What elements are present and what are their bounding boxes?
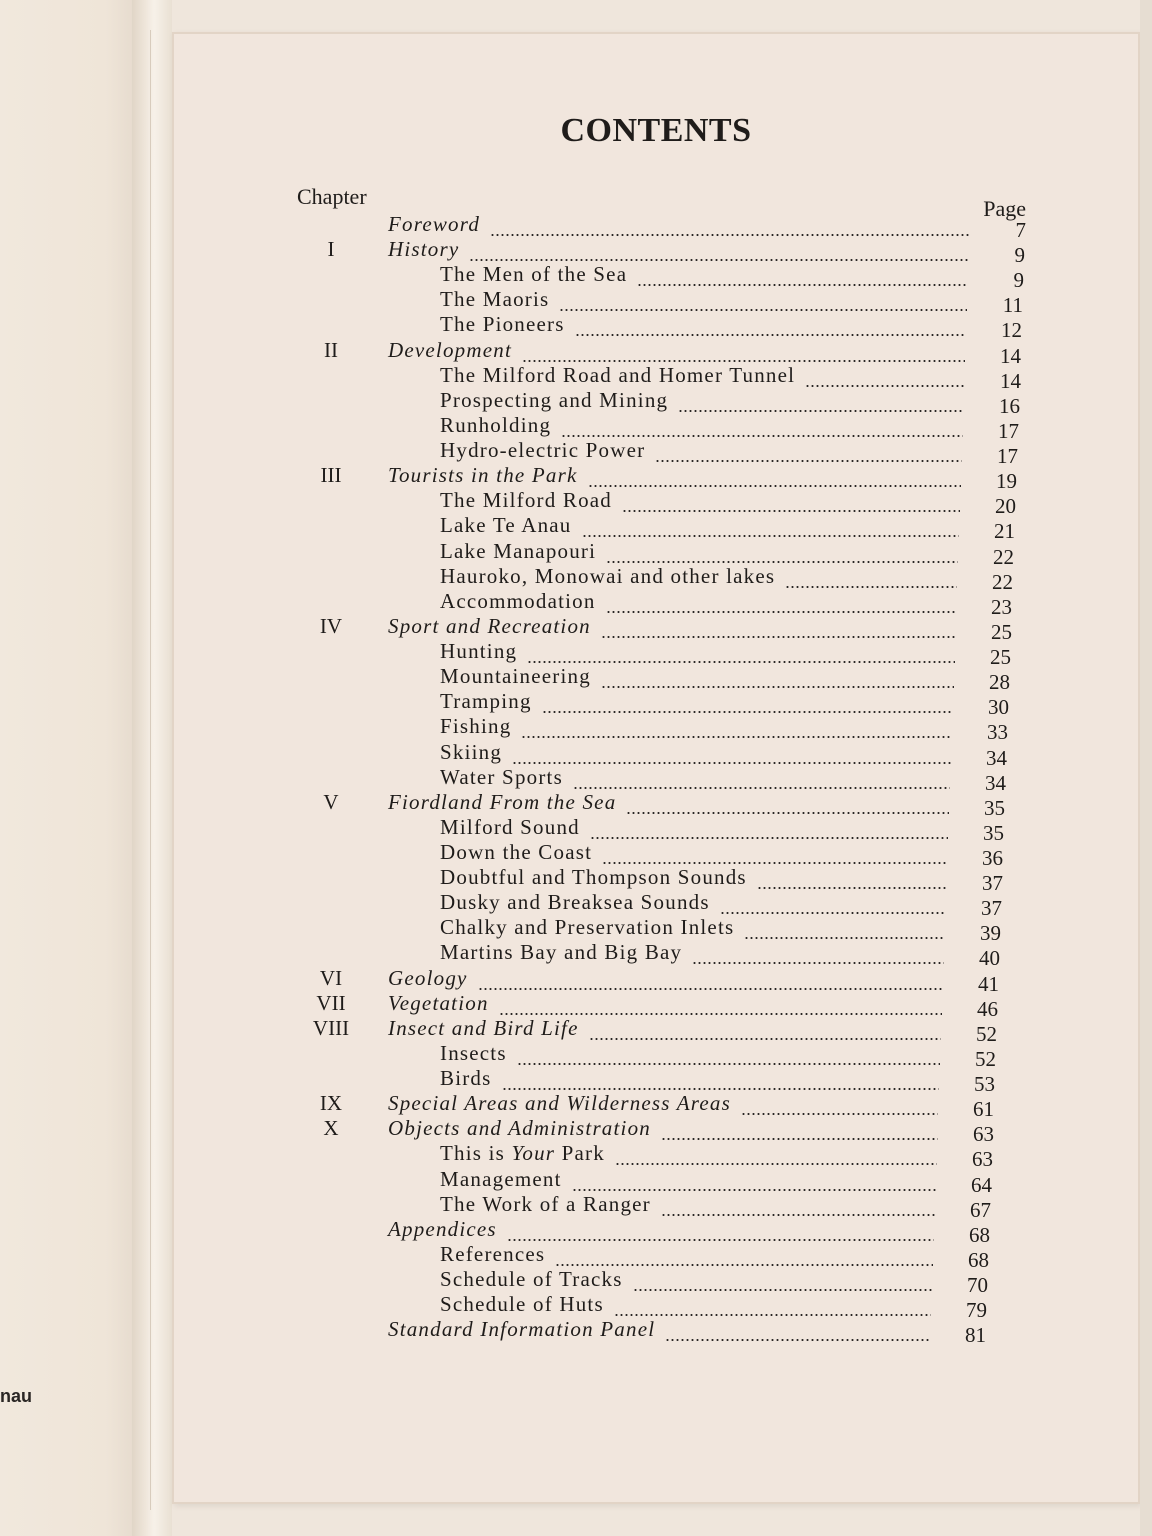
- toc-section-entry: [440, 815, 954, 840]
- chapter-number: VIII: [312, 1015, 350, 1040]
- entry-title: Hydro-electric Power: [440, 438, 646, 463]
- dot-leader: [622, 493, 960, 513]
- dot-leader: [572, 1172, 936, 1192]
- page-number: 34: [986, 745, 1007, 770]
- toc-section-entry: [440, 262, 974, 287]
- toc-section-entry: [440, 1041, 946, 1066]
- dot-leader: [521, 719, 952, 739]
- dot-leader: [527, 644, 955, 664]
- gutter-line: [150, 30, 151, 1510]
- entry-title: Appendices: [388, 1216, 497, 1241]
- toc-section-entry: [440, 564, 963, 589]
- toc-chapter-entry: [388, 237, 975, 262]
- toc-section-entry: [440, 890, 952, 915]
- toc-section-entry: [440, 413, 969, 438]
- toc-section-entry: [440, 840, 953, 865]
- chapter-number: V: [323, 789, 339, 814]
- dot-leader: [590, 820, 948, 840]
- toc-chapter-entry: [388, 966, 949, 991]
- dot-leader: [692, 945, 944, 965]
- entry-title: Chalky and Preservation Inlets: [440, 915, 735, 940]
- toc-section-entry: [440, 740, 957, 765]
- entry-title: The Maoris: [440, 287, 550, 312]
- toc-section-entry: [440, 940, 950, 965]
- toc-section-entry: [440, 714, 958, 739]
- entry-title: Tourists in the Park: [388, 463, 578, 488]
- entry-title: Milford Sound: [440, 814, 580, 839]
- toc-chapter-entry: [388, 991, 948, 1016]
- page-title: CONTENTS: [560, 112, 752, 149]
- dot-leader: [744, 920, 945, 940]
- entry-title: Geology: [388, 965, 468, 990]
- page-number: 22: [993, 544, 1014, 569]
- page-number: 70: [967, 1273, 988, 1298]
- page-number: 64: [971, 1172, 992, 1197]
- page-number: 7: [1015, 218, 1026, 242]
- toc-chapter-entry: [388, 463, 967, 488]
- page-column-header: Page: [983, 196, 1026, 221]
- dot-leader: [517, 1046, 940, 1066]
- entry-title: Down the Coast: [440, 840, 593, 864]
- chapter-number: I: [327, 237, 335, 262]
- toc-section-entry: [440, 488, 966, 513]
- dot-leader: [655, 443, 962, 463]
- dot-leader: [507, 1222, 934, 1242]
- entry-title: The Work of a Ranger: [440, 1191, 651, 1216]
- entry-title: History: [388, 237, 460, 262]
- dot-leader: [573, 770, 950, 790]
- dot-leader: [555, 1247, 933, 1267]
- dot-leader: [678, 393, 964, 413]
- page-number: 25: [991, 619, 1012, 644]
- dot-leader: [542, 694, 953, 714]
- dot-leader: [633, 1272, 932, 1292]
- page-number: 41: [978, 971, 999, 996]
- page-number: 17: [997, 444, 1018, 469]
- page-number: 46: [977, 996, 998, 1021]
- chapter-number: III: [320, 463, 342, 488]
- toc-section-entry: [440, 689, 959, 714]
- toc-chapter-entry: [388, 614, 962, 639]
- entry-title: Fishing: [440, 714, 512, 739]
- page-number: 52: [975, 1046, 996, 1071]
- toc-section-entry: [440, 363, 971, 388]
- toc-chapter-entry: [388, 1016, 947, 1041]
- toc-section-entry: [440, 312, 972, 337]
- page-number: 30: [988, 695, 1009, 720]
- dot-leader: [512, 745, 951, 765]
- toc-section-entry: [440, 1242, 939, 1267]
- toc-section-entry: [440, 513, 965, 538]
- page-number: 20: [995, 494, 1016, 519]
- right-edge: [1140, 0, 1152, 1536]
- entry-title: Schedule of Tracks: [440, 1267, 623, 1292]
- dot-leader: [490, 217, 970, 237]
- left-page: [0, 0, 132, 1536]
- toc-section-entry: [440, 865, 953, 890]
- page-number: 35: [984, 795, 1005, 820]
- entry-title: Management: [440, 1166, 562, 1191]
- page-number: 14: [1000, 343, 1021, 368]
- dot-leader: [478, 971, 943, 991]
- entry-title: Lake Te Anau: [440, 513, 572, 538]
- entry-title: Objects and Administration: [388, 1116, 651, 1141]
- entry-title: Insects: [440, 1040, 507, 1065]
- toc-chapter-entry: [388, 790, 955, 815]
- entry-title: References: [440, 1241, 546, 1266]
- toc-section-entry: [440, 539, 964, 564]
- entry-title: Tramping: [440, 689, 532, 714]
- entry-title: This is Your Park: [440, 1141, 605, 1166]
- dot-leader: [588, 468, 962, 488]
- toc-section-entry: [440, 639, 961, 664]
- entry-title: Hauroko, Monowai and other lakes: [440, 563, 776, 588]
- entry-title: Development: [388, 337, 512, 362]
- dot-leader: [601, 669, 954, 689]
- dot-leader: [606, 594, 956, 614]
- entry-title: Prospecting and Mining: [440, 387, 669, 412]
- toc-section-entry: [440, 1192, 941, 1217]
- toc-section-entry: [440, 664, 960, 689]
- page-number: 68: [968, 1247, 989, 1272]
- entry-title: The Pioneers: [440, 312, 565, 337]
- page-number: 35: [983, 820, 1004, 845]
- page-number: 63: [972, 1147, 993, 1172]
- toc-section-entry: [440, 1267, 938, 1292]
- page-number: 33: [987, 720, 1008, 745]
- page-number: 23: [991, 594, 1012, 619]
- chapter-number: II: [324, 337, 338, 362]
- page-number: 36: [982, 846, 1003, 870]
- dot-leader: [665, 1322, 930, 1342]
- dot-leader: [614, 1297, 931, 1317]
- left-page-text-fragment: nau: [0, 1386, 33, 1406]
- dot-leader: [601, 619, 956, 639]
- page-number: 79: [966, 1298, 987, 1323]
- toc-section-entry: [440, 388, 970, 413]
- entry-title: Lake Manapouri: [440, 538, 597, 563]
- toc-section-entry: [440, 1141, 943, 1166]
- toc-chapter-entry: [388, 1317, 936, 1342]
- entry-title: Doubtful and Thompson Sounds: [440, 865, 747, 890]
- dot-leader: [720, 895, 946, 915]
- entry-title: Insect and Bird Life: [388, 1015, 579, 1040]
- page-number: 12: [1001, 318, 1022, 343]
- dot-leader: [637, 267, 968, 287]
- toc-chapter-entry: [388, 338, 971, 363]
- toc-section-entry: [440, 287, 973, 312]
- chapter-column-header: Chapter: [297, 184, 367, 209]
- dot-leader: [469, 242, 969, 262]
- page-number: 14: [1000, 368, 1021, 393]
- chapter-number: IX: [319, 1091, 343, 1116]
- entry-title: The Milford Road and Homer Tunnel: [440, 362, 796, 387]
- entry-title: Special Areas and Wilderness Areas: [388, 1091, 731, 1116]
- entry-title: Skiing: [440, 739, 503, 764]
- dot-leader: [559, 292, 967, 312]
- dot-leader: [626, 795, 949, 815]
- page-number: 39: [980, 921, 1001, 946]
- page-number: 22: [992, 569, 1013, 594]
- page-number: 17: [998, 418, 1019, 443]
- page-number: 25: [990, 645, 1011, 670]
- page-number: 68: [969, 1222, 990, 1247]
- toc-section-entry: [440, 765, 956, 790]
- dot-leader: [589, 1021, 941, 1041]
- dot-leader: [805, 368, 965, 388]
- entry-title: Accommodation: [440, 588, 596, 613]
- entry-title: Dusky and Breaksea Sounds: [440, 890, 710, 915]
- entry-title: Water Sports: [440, 764, 563, 789]
- page-number: 67: [970, 1197, 991, 1222]
- page-number: 63: [973, 1122, 994, 1147]
- entry-title: Sport and Recreation: [388, 613, 591, 638]
- dot-leader: [575, 317, 966, 337]
- chapter-number: IV: [319, 613, 343, 638]
- toc-section-entry: [440, 1066, 945, 1091]
- page-number: 40: [979, 946, 1000, 971]
- entry-title: Hunting: [440, 639, 518, 664]
- dot-leader: [615, 1146, 937, 1166]
- dot-leader: [522, 343, 965, 363]
- toc-chapter-entry: [388, 1091, 944, 1116]
- entry-title: Schedule of Huts: [440, 1292, 604, 1317]
- entry-title: Mountaineering: [440, 664, 591, 689]
- page-number: 9: [1013, 268, 1024, 293]
- dot-leader: [661, 1197, 935, 1217]
- page-number: 81: [965, 1323, 986, 1348]
- dot-leader: [606, 544, 958, 564]
- dot-leader: [502, 1071, 939, 1091]
- entry-title: Birds: [440, 1066, 492, 1091]
- dot-leader: [741, 1096, 938, 1116]
- page-number: 37: [981, 896, 1002, 921]
- entry-title: Fiordland From the Sea: [388, 789, 617, 814]
- page-number: 37: [982, 871, 1003, 896]
- entry-title: Martins Bay and Big Bay: [440, 940, 683, 965]
- dot-leader: [757, 870, 947, 890]
- page-number: 61: [973, 1097, 994, 1122]
- dot-leader: [602, 845, 947, 865]
- entry-title: The Men of the Sea: [440, 262, 628, 287]
- toc-section-entry: [440, 1292, 937, 1317]
- toc-chapter-entry: [388, 212, 976, 237]
- toc-section-entry: [440, 915, 951, 940]
- entry-title: Runholding: [440, 412, 552, 437]
- dot-leader: [785, 569, 957, 589]
- page-number: 11: [1002, 293, 1023, 318]
- dot-leader: [561, 418, 963, 438]
- chapter-number: VI: [319, 965, 343, 990]
- page-number: 52: [976, 1021, 997, 1046]
- chapter-number: VII: [316, 990, 346, 1015]
- page-number: 9: [1014, 243, 1025, 268]
- page-number: 34: [985, 770, 1006, 795]
- page-number: 53: [974, 1072, 995, 1097]
- dot-leader: [661, 1121, 938, 1141]
- toc-section-entry: [440, 1167, 942, 1192]
- page-number: 19: [996, 469, 1017, 494]
- entry-title: The Milford Road: [440, 488, 613, 513]
- entry-title: Standard Information Panel: [388, 1317, 656, 1342]
- page-number: 16: [999, 393, 1020, 418]
- dot-leader: [582, 518, 960, 538]
- toc-chapter-entry: [388, 1116, 944, 1141]
- entry-title: Foreword: [388, 212, 481, 236]
- toc-section-entry: [440, 438, 968, 463]
- toc-section-entry: [440, 589, 962, 614]
- chapter-number: X: [323, 1116, 339, 1141]
- entry-title: Vegetation: [388, 990, 489, 1015]
- page-number: 21: [994, 519, 1015, 544]
- page-number: 28: [989, 670, 1010, 695]
- toc-chapter-entry: [388, 1217, 940, 1242]
- dot-leader: [499, 996, 942, 1016]
- book-gutter: [132, 0, 172, 1536]
